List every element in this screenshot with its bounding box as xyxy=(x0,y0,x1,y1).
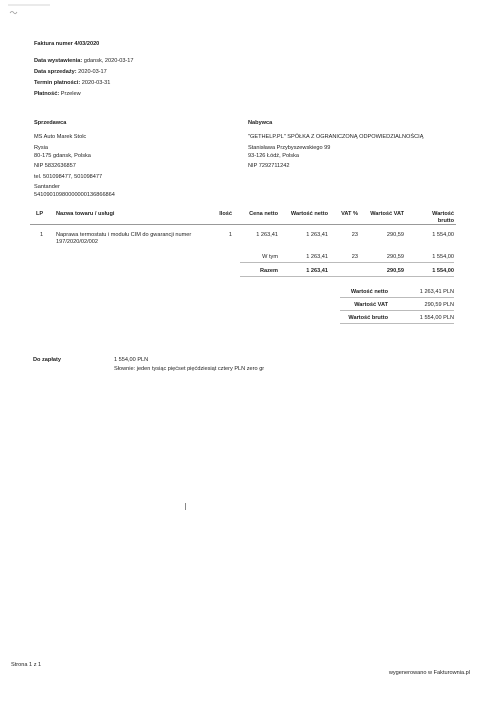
w-tym-vat-value: 290,59 xyxy=(386,254,404,260)
due-date-label: Termin płatności: xyxy=(34,80,81,86)
w-tym-rule xyxy=(240,262,454,263)
seller-city: 80-175 gdansk, Polska xyxy=(34,153,91,159)
table-header-rule xyxy=(30,224,456,225)
row-net-value: 1 263,41 xyxy=(306,232,328,238)
summary-rule-3 xyxy=(340,323,454,324)
to-pay-amount: 1 554,00 PLN xyxy=(114,357,149,363)
payment-value: Przelew xyxy=(60,91,81,97)
sale-date-value: 2020-03-17 xyxy=(78,69,107,75)
sale-date-line xyxy=(34,69,107,76)
buyer-city: 93-126 Łódź, Polska xyxy=(248,153,299,159)
summary-gross-label: Wartość brutto xyxy=(348,315,388,321)
razem-gross-value: 1 554,00 xyxy=(432,268,454,274)
col-vat-pct: VAT % xyxy=(341,211,358,217)
col-qty: Ilość xyxy=(219,211,232,217)
col-name: Nazwa towaru / usługi xyxy=(56,211,115,217)
summary-gross-value: 1 554,00 PLN xyxy=(419,315,454,321)
due-date-value: 2020-03-31 xyxy=(81,80,111,86)
summary-rule-1 xyxy=(340,297,454,298)
summary-vat-value: 290,59 PLN xyxy=(424,302,454,308)
scan-mark xyxy=(6,2,52,18)
col-gross-value-line2: brutto xyxy=(437,217,454,224)
payment-label: Płatność: xyxy=(34,91,60,97)
w-tym-net-value: 1 263,41 xyxy=(306,254,328,260)
seller-name: MS Auto Marek Stolc xyxy=(34,134,87,140)
col-net-price: Cena netto xyxy=(249,211,278,217)
razem-rule xyxy=(240,276,454,277)
issue-date-line xyxy=(34,58,134,65)
row-name xyxy=(56,232,191,246)
summary-rule-2 xyxy=(340,310,454,311)
razem-label: Razem xyxy=(259,268,278,274)
col-gross-value xyxy=(414,211,454,225)
razem-net-value: 1 263,41 xyxy=(306,268,328,274)
seller-nip: NIP 5832636857 xyxy=(34,163,76,169)
due-date-line xyxy=(34,80,110,87)
col-vat-value: Wartość VAT xyxy=(370,211,404,217)
seller-phone: tel. 501098477, 501098477 xyxy=(34,174,103,180)
row-lp: 1 xyxy=(40,232,44,238)
col-lp: LP xyxy=(36,211,44,217)
row-qty: 1 xyxy=(228,232,232,238)
seller-heading: Sprzedawca xyxy=(34,120,67,126)
w-tym-label: W tym xyxy=(262,254,278,260)
to-pay-words: Słownie: jeden tysiąc pięćset pięćdziesiąt cztery PLN zero gr xyxy=(114,366,265,372)
summary-net-label: Wartość netto xyxy=(350,289,388,295)
buyer-nip: NIP 7292711242 xyxy=(248,163,290,169)
seller-street: Rysia xyxy=(34,145,48,151)
generated-by: wygenerowano w Fakturownia.pl xyxy=(388,670,470,676)
row-name-line2: 197/2020/02/002 xyxy=(56,238,98,245)
row-net-price: 1 263,41 xyxy=(256,232,278,238)
row-vat-value: 290,59 xyxy=(386,232,404,238)
to-pay-label: Do zapłaty xyxy=(33,357,61,363)
issue-date-value: gdansk, 2020-03-17 xyxy=(83,58,134,64)
seller-bank: Santander xyxy=(34,184,60,190)
scan-speck xyxy=(185,503,186,510)
w-tym-gross-value: 1 554,00 xyxy=(432,254,454,260)
razem-vat-value: 290,59 xyxy=(386,268,404,274)
summary-vat-label: Wartość VAT xyxy=(354,302,388,308)
payment-line xyxy=(34,91,81,98)
seller-account: 54109010980000000136866864 xyxy=(34,192,115,198)
col-gross-value-line1: Wartość xyxy=(432,211,454,217)
row-name-line1: Naprawa termostatu i modułu CIM do gwarancji numer xyxy=(56,232,192,238)
buyer-street: Stanisława Przybyszewskiego 99 xyxy=(248,145,331,151)
row-gross-value: 1 554,00 xyxy=(432,232,454,238)
page-number: Strona 1 z 1 xyxy=(11,662,42,668)
col-net-value: Wartość netto xyxy=(290,211,328,217)
buyer-heading: Nabywca xyxy=(248,120,273,126)
sale-date-label: Data sprzedaży: xyxy=(34,69,77,75)
w-tym-vat-pct: 23 xyxy=(351,254,358,260)
invoice-number: Faktura numer 4/03/2020 xyxy=(34,41,100,47)
buyer-name: "GETHELP.PL" SPÓŁKA Z OGRANICZONĄ ODPOWIEDZIALNOŚCIĄ xyxy=(248,134,424,140)
row-vat-pct: 23 xyxy=(351,232,358,238)
summary-net-value: 1 263,41 PLN xyxy=(419,289,454,295)
issue-date-label: Data wystawienia: xyxy=(34,58,83,64)
